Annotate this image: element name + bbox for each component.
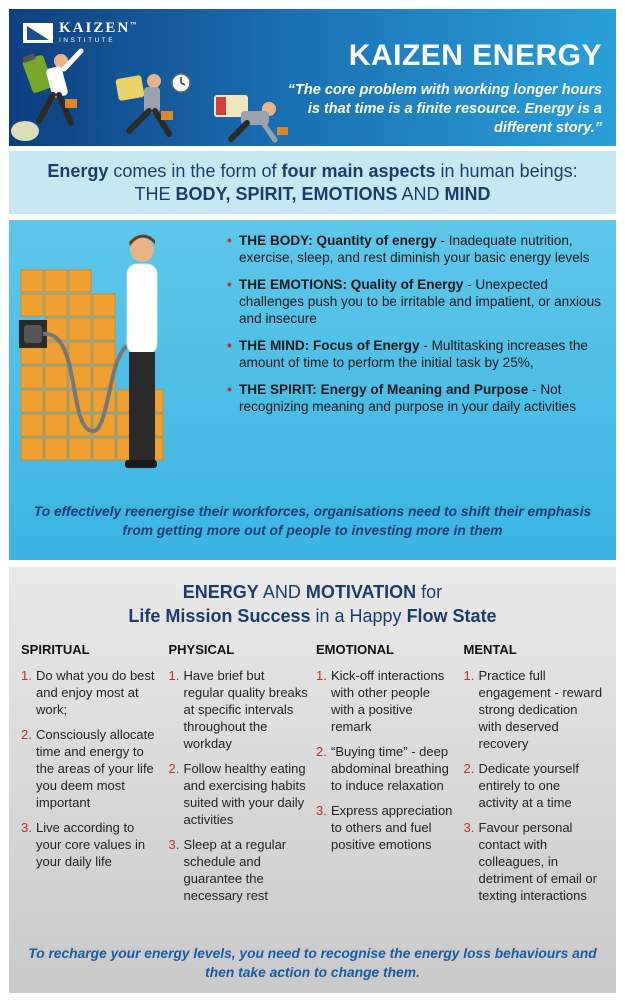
list-item xyxy=(229,232,609,266)
motivation-emphasis: Life Mission Success xyxy=(128,606,311,626)
list-item xyxy=(316,667,456,735)
item-number: 2. xyxy=(316,744,327,759)
item-number: 2. xyxy=(463,761,475,776)
item-text: Consciously allocate time and energy to the areas of your life you deem most important xyxy=(36,727,155,810)
aspect-heading: THE SPIRIT: Energy of Meaning and Purpose xyxy=(239,382,529,397)
power-socket-icon xyxy=(19,320,47,348)
aspect-text: - Multitasking increases the amount of time to perform the initial task by 25%, xyxy=(239,338,588,370)
list-item xyxy=(169,836,309,904)
aspect-heading: THE MIND: Focus of Energy xyxy=(239,338,420,353)
aspects-text: comes in the form of xyxy=(108,161,282,181)
runner-with-battery-icon xyxy=(115,74,173,134)
header-quote: “The core problem with working longer hours is that time is a finite resource. Energy is a different story.” xyxy=(287,82,602,136)
list-item xyxy=(21,819,161,870)
header-banner xyxy=(9,9,616,146)
logo-trademark: ™ xyxy=(130,22,139,28)
column-spiritual xyxy=(21,642,169,912)
item-number: 3. xyxy=(21,820,32,835)
list-item xyxy=(316,802,456,853)
logo-name: KAIZEN xyxy=(59,20,131,36)
aspect-text: - Unexpected challenges push you to be irritable and impatient, or anxious and insecure xyxy=(239,277,601,326)
item-number: 2. xyxy=(21,727,32,742)
column-mental xyxy=(464,642,612,912)
item-text: Follow healthy eating and exercising habits suited with your daily activities xyxy=(183,761,306,827)
motivation-emphasis: Flow State xyxy=(406,606,497,626)
aspects-text: in human beings: xyxy=(435,161,578,181)
runner-with-battery-icon xyxy=(11,51,81,141)
list-item xyxy=(169,760,309,828)
column-heading: EMOTIONAL xyxy=(316,642,394,657)
aspects-heading xyxy=(9,151,616,214)
item-text: “Buying time” - deep abdominal breathing to induce relaxation xyxy=(331,744,449,793)
motivation-text: in a Happy xyxy=(310,606,407,626)
aspects-word-energy: Energy xyxy=(47,161,109,181)
page-title: KAIZEN ENERGY xyxy=(348,39,602,72)
column-physical xyxy=(169,642,317,912)
logo-subtitle: INSTITUTE xyxy=(59,37,116,44)
motivation-emphasis: MOTIVATION xyxy=(305,582,417,602)
item-text: Sleep at a regular schedule and guarantee the necessary rest xyxy=(183,837,287,903)
aspects-list xyxy=(229,232,609,425)
list-item xyxy=(229,337,609,371)
aspect-text: - Not recognizing meaning and purpose in your daily activities xyxy=(239,382,577,414)
motivation-columns xyxy=(21,642,611,912)
man-with-plug-illustration xyxy=(9,220,229,490)
item-number: 1. xyxy=(168,668,180,683)
item-text: Kick-off interactions with other people with a positive remark xyxy=(331,668,445,734)
aspect-text: - Inadequate nutrition, exercise, sleep, and rest diminish your basic energy levels xyxy=(239,233,590,265)
item-text: Have brief but regular quality breaks at specific intervals throughout the workday xyxy=(183,668,308,751)
list-item xyxy=(464,667,604,752)
item-text: Live according to your core values in your daily life xyxy=(36,820,146,869)
item-number: 3. xyxy=(463,820,475,835)
clock-icon xyxy=(172,74,190,92)
list-item xyxy=(464,819,604,904)
aspects-heading-line1 xyxy=(9,161,616,182)
item-text: Do what you do best and enjoy most at work; xyxy=(36,668,155,717)
aspects-text: AND xyxy=(397,184,445,204)
motivation-text: AND xyxy=(258,582,306,602)
list-item xyxy=(229,381,609,415)
item-text: Express appreciation to others and fuel positive emotions xyxy=(331,803,453,852)
list-item xyxy=(316,743,456,794)
item-text: Dedicate yourself entirely to one activity at a time xyxy=(478,761,579,810)
motivation-title xyxy=(9,580,616,628)
aspect-heading: THE BODY: Quantity of energy xyxy=(239,233,437,248)
motivation-section xyxy=(9,567,616,993)
list-item xyxy=(21,726,161,811)
list-item xyxy=(464,760,604,811)
runners-illustration xyxy=(9,39,299,146)
aspects-text: THE xyxy=(134,184,176,204)
man-with-plug-icon xyxy=(125,234,157,468)
aspects-heading-line2 xyxy=(9,184,616,205)
motivation-emphasis: ENERGY xyxy=(182,582,259,602)
list-item xyxy=(21,667,161,718)
item-number: 1. xyxy=(463,668,475,683)
item-number: 1. xyxy=(21,668,32,683)
aspects-emphasis: MIND xyxy=(444,184,491,204)
closing-note: To recharge your energy levels, you need to recognise the energy loss behaviours and then take action to change them. xyxy=(28,946,597,980)
item-text: Practice full engagement - reward strong dedication with deserved recovery xyxy=(478,668,603,751)
motivation-text: for xyxy=(416,582,443,602)
item-number: 3. xyxy=(316,803,327,818)
aspects-emphasis: four main aspects xyxy=(281,161,436,181)
column-heading: MENTAL xyxy=(463,642,517,657)
column-heading: PHYSICAL xyxy=(168,642,235,657)
item-number: 2. xyxy=(168,761,180,776)
item-number: 3. xyxy=(168,837,180,852)
aspect-heading: THE EMOTIONS: Quality of Energy xyxy=(239,277,464,292)
aspects-section xyxy=(9,220,616,560)
column-heading: SPIRITUAL xyxy=(21,642,90,657)
item-number: 1. xyxy=(316,668,327,683)
item-text: Favour personal contact with colleagues, in detriment of email or texting interactions xyxy=(478,820,597,903)
aspects-emphasis: BODY, SPIRIT, EMOTIONS xyxy=(175,184,398,204)
workforce-note: To effectively reenergise their workforces, organisations need to shift their emphasis from getting more out of people to investing more in them xyxy=(33,504,592,538)
list-item xyxy=(229,276,609,327)
list-item xyxy=(169,667,309,752)
column-emotional xyxy=(316,642,464,912)
